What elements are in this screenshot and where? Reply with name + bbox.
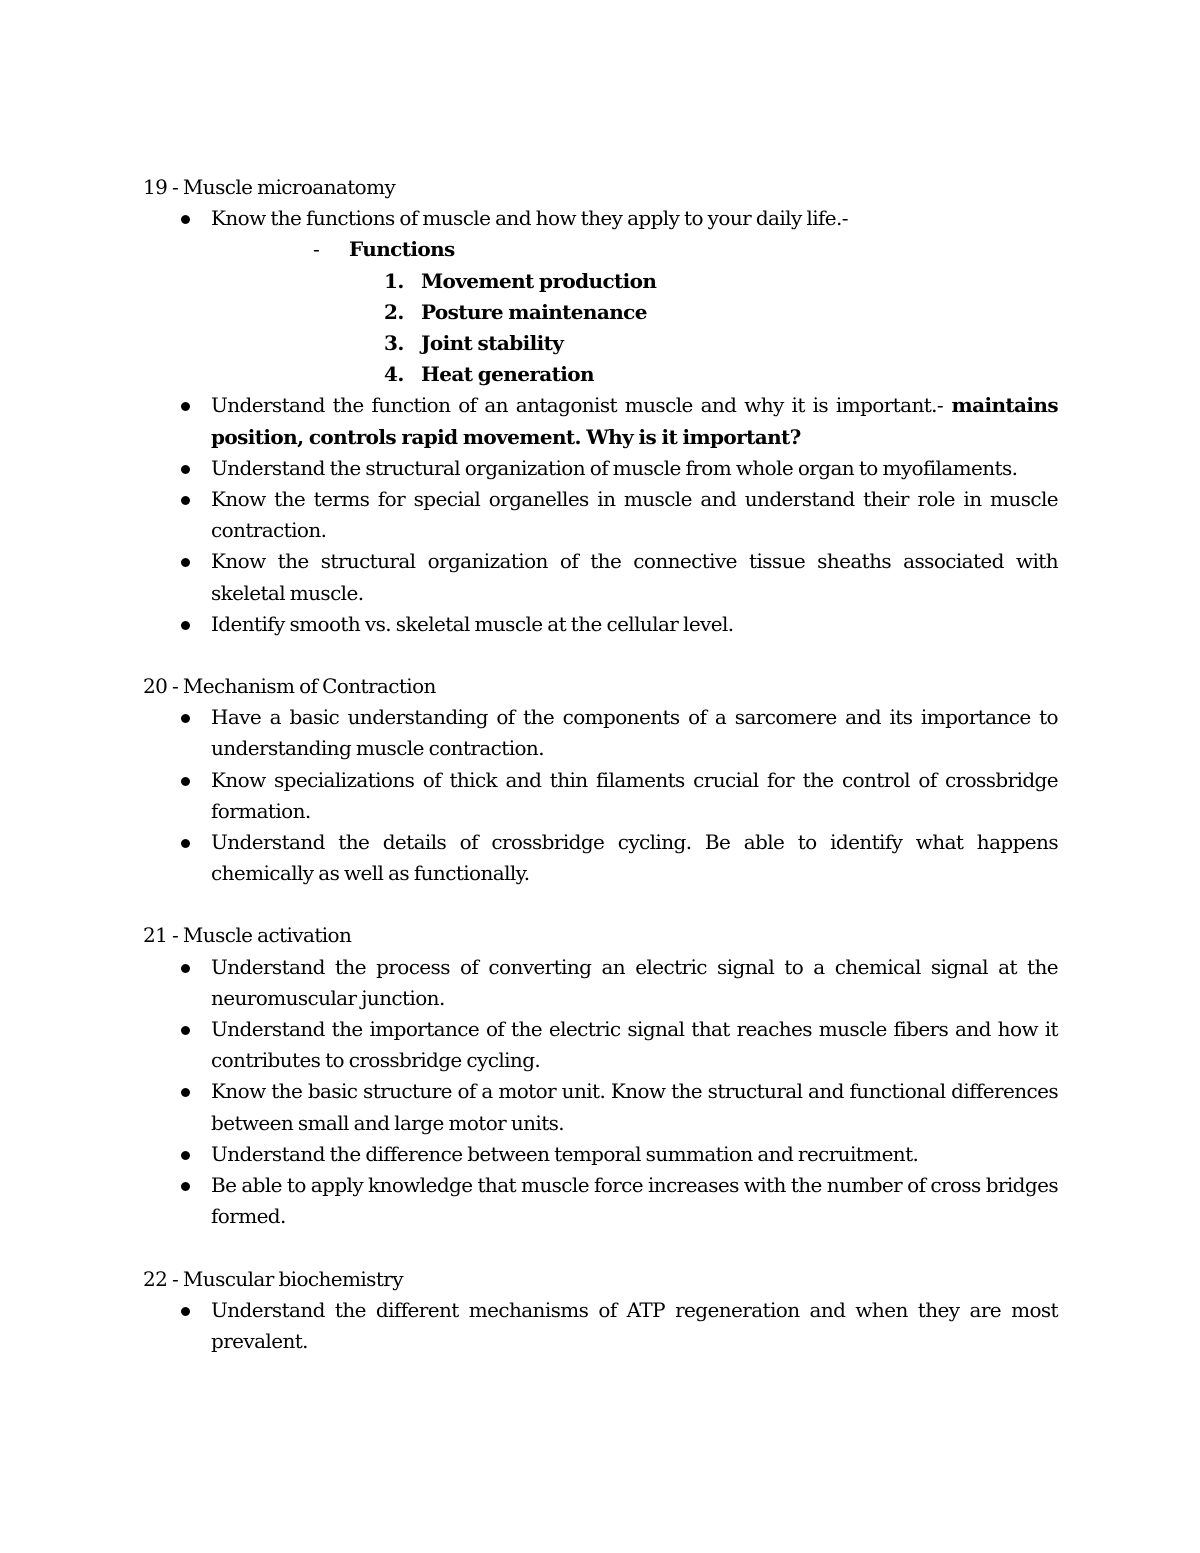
item-number: 2. <box>384 299 404 324</box>
item-text: Know the terms for special organelles in muscle and understand their role in muscle contraction. <box>211 487 1058 543</box>
bullet-icon <box>181 714 190 723</box>
item-text: Understand the details of crossbridge cycling. Be able to identify what happens chemically as well as functionally. <box>211 830 1058 886</box>
section-19 <box>143 172 1058 640</box>
list-item <box>143 546 1058 608</box>
bullet-list <box>143 702 1058 889</box>
list-item <box>143 484 1058 546</box>
list-item <box>143 1170 1058 1232</box>
item-text: Know the basic structure of a motor unit. Know the structural and functional differences between small and large motor units. <box>211 1079 1058 1135</box>
bullet-icon <box>181 1088 190 1097</box>
item-text: Have a basic understanding of the components of a sarcomere and its importance to understanding muscle contraction. <box>211 705 1058 761</box>
bullet-icon <box>181 402 190 411</box>
item-text: Be able to apply knowledge that muscle force increases with the number of cross bridges formed. <box>211 1173 1058 1229</box>
list-item <box>143 1014 1058 1076</box>
functions-subitem <box>211 234 1058 265</box>
functions-sublist <box>211 234 1058 265</box>
dash-marker: - <box>313 237 320 262</box>
numbered-item <box>211 359 1058 390</box>
list-item <box>143 1295 1058 1357</box>
bullet-icon <box>181 465 190 474</box>
functions-label: Functions <box>349 237 455 262</box>
item-number: 4. <box>384 362 404 387</box>
bullet-icon <box>181 496 190 505</box>
numbered-item <box>211 297 1058 328</box>
list-item <box>143 609 1058 640</box>
list-item <box>143 827 1058 889</box>
item-number: 1. <box>384 268 404 293</box>
item-text: Joint stability <box>421 331 564 356</box>
item-text: Know the structural organization of the connective tissue sheaths associated with skeletal muscle. <box>211 549 1058 605</box>
bullet-icon <box>181 964 190 973</box>
list-item <box>143 1139 1058 1170</box>
list-item <box>143 203 1058 390</box>
item-text: Posture maintenance <box>421 299 647 324</box>
list-item <box>143 765 1058 827</box>
bullet-icon <box>181 839 190 848</box>
section-20 <box>143 671 1058 889</box>
section-heading: 22 - Muscular biochemistry <box>143 1266 403 1291</box>
bullet-icon <box>181 621 190 630</box>
list-item <box>143 702 1058 764</box>
bullet-list <box>143 203 1058 640</box>
bullet-icon <box>181 1026 190 1035</box>
bullet-icon <box>181 777 190 786</box>
item-text: Know the functions of muscle and how they apply to your daily life.- <box>211 206 848 231</box>
numbered-item <box>211 266 1058 297</box>
bullet-icon <box>181 1182 190 1191</box>
section-21 <box>143 920 1058 1232</box>
study-guide-content <box>143 172 1058 1357</box>
bullet-list <box>143 1295 1058 1357</box>
bullet-icon <box>181 1151 190 1160</box>
antagonist-answer: maintains position, controls rapid movement. Why is it important? <box>211 393 1058 449</box>
bullet-list <box>143 952 1058 1233</box>
item-text: Understand the function of an antagonist muscle and why it is important.- <box>211 393 944 418</box>
list-item <box>143 453 1058 484</box>
item-number: 3. <box>384 331 404 356</box>
item-text: Movement production <box>421 268 657 293</box>
functions-numbered-list <box>211 266 1058 391</box>
bullet-icon <box>181 1307 190 1316</box>
section-heading: 21 - Muscle activation <box>143 923 352 948</box>
item-text: Heat generation <box>421 362 594 387</box>
item-text: Identify smooth vs. skeletal muscle at the cellular level. <box>211 611 734 636</box>
item-text: Understand the process of converting an electric signal to a chemical signal at the neuromuscular junction. <box>211 954 1058 1010</box>
bullet-icon <box>181 215 190 224</box>
section-22 <box>143 1264 1058 1358</box>
list-item <box>143 952 1058 1014</box>
item-text: Understand the importance of the electric signal that reaches muscle fibers and how it contributes to crossbridge cycling. <box>211 1017 1058 1073</box>
list-item <box>143 390 1058 452</box>
numbered-item <box>211 328 1058 359</box>
section-heading: 20 - Mechanism of Contraction <box>143 674 436 699</box>
list-item <box>143 1076 1058 1138</box>
bullet-icon <box>181 558 190 567</box>
item-text: Understand the different mechanisms of ATP regeneration and when they are most prevalent. <box>211 1297 1058 1353</box>
item-text: Understand the structural organization of muscle from whole organ to myofilaments. <box>211 455 1018 480</box>
section-heading: 19 - Muscle microanatomy <box>143 175 396 199</box>
item-text: Understand the difference between temporal summation and recruitment. <box>211 1141 919 1166</box>
item-text: Know specializations of thick and thin filaments crucial for the control of crossbridge formation. <box>211 767 1058 823</box>
